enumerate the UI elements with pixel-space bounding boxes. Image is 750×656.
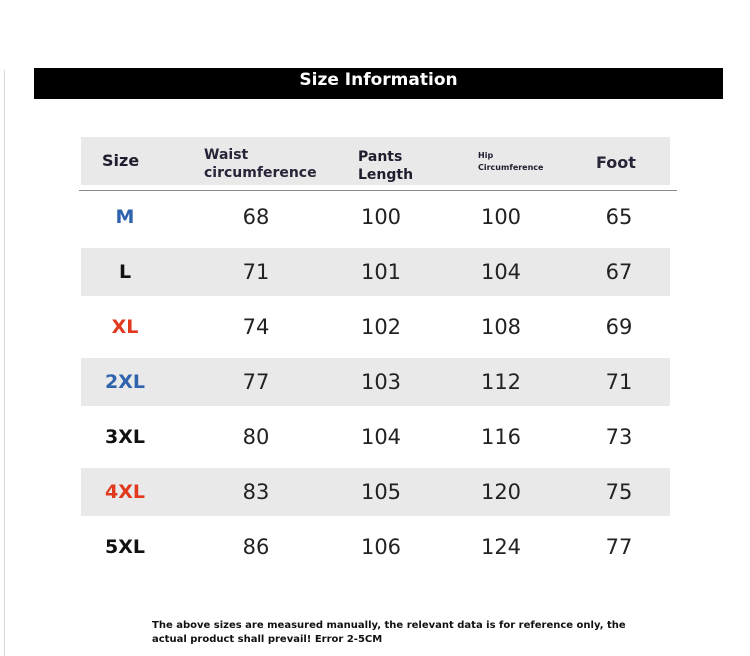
header-hip-line2: Circumference <box>478 163 544 172</box>
header-divider <box>79 190 677 191</box>
size-cell: 4XL <box>105 481 145 503</box>
hip-cell: 124 <box>480 535 522 559</box>
waist-cell: 83 <box>242 480 270 504</box>
header-foot: Foot <box>596 153 636 172</box>
header-pants-length <box>358 148 413 184</box>
size-cell: 2XL <box>105 371 145 393</box>
hip-cell: 108 <box>480 315 522 339</box>
hip-cell: 100 <box>480 205 522 229</box>
table-row <box>81 413 670 461</box>
pants-length-cell: 100 <box>360 205 402 229</box>
table-row <box>81 303 670 351</box>
header-waist-line1: Waist <box>204 147 249 163</box>
banner-title: Size Information <box>299 70 458 90</box>
table-row <box>81 248 670 296</box>
waist-cell: 71 <box>242 260 270 284</box>
waist-cell: 80 <box>242 425 270 449</box>
pants-length-cell: 102 <box>360 315 402 339</box>
size-cell: M <box>115 206 135 228</box>
size-information-banner <box>34 68 723 99</box>
header-size: Size <box>102 151 140 170</box>
waist-cell: 74 <box>242 315 270 339</box>
foot-cell: 65 <box>605 205 633 229</box>
foot-cell: 69 <box>605 315 633 339</box>
header-waist <box>204 146 317 182</box>
waist-cell: 68 <box>242 205 270 229</box>
pants-length-cell: 104 <box>360 425 402 449</box>
waist-cell: 77 <box>242 370 270 394</box>
hip-cell: 104 <box>480 260 522 284</box>
table-row <box>81 523 670 571</box>
pants-length-cell: 103 <box>360 370 402 394</box>
size-cell: XL <box>111 316 139 338</box>
table-row <box>81 193 670 241</box>
size-cell: 5XL <box>105 536 145 558</box>
header-pants-line2: Length <box>358 167 414 183</box>
foot-cell: 77 <box>605 535 633 559</box>
footnote-line2: actual product shall prevail! Error 2-5CM <box>152 634 383 645</box>
table-row <box>81 468 670 516</box>
foot-cell: 73 <box>605 425 633 449</box>
hip-cell: 116 <box>480 425 522 449</box>
pants-length-cell: 105 <box>360 480 402 504</box>
pants-length-cell: 106 <box>360 535 402 559</box>
header-hip-line1: Hip <box>478 151 494 160</box>
foot-cell: 75 <box>605 480 633 504</box>
foot-cell: 71 <box>605 370 633 394</box>
table-row <box>81 358 670 406</box>
foot-cell: 67 <box>605 260 633 284</box>
size-cell: L <box>118 261 132 283</box>
pants-length-cell: 101 <box>360 260 402 284</box>
footnote-line1: The above sizes are measured manually, the relevant data is for reference only, the <box>152 620 626 631</box>
header-waist-line2: circumference <box>204 165 317 181</box>
left-divider <box>4 70 5 656</box>
header-hip-circumference <box>478 150 543 174</box>
hip-cell: 120 <box>480 480 522 504</box>
measurement-footnote <box>152 619 652 647</box>
waist-cell: 86 <box>242 535 270 559</box>
header-pants-line1: Pants <box>358 149 403 165</box>
hip-cell: 112 <box>480 370 522 394</box>
size-cell: 3XL <box>105 426 145 448</box>
